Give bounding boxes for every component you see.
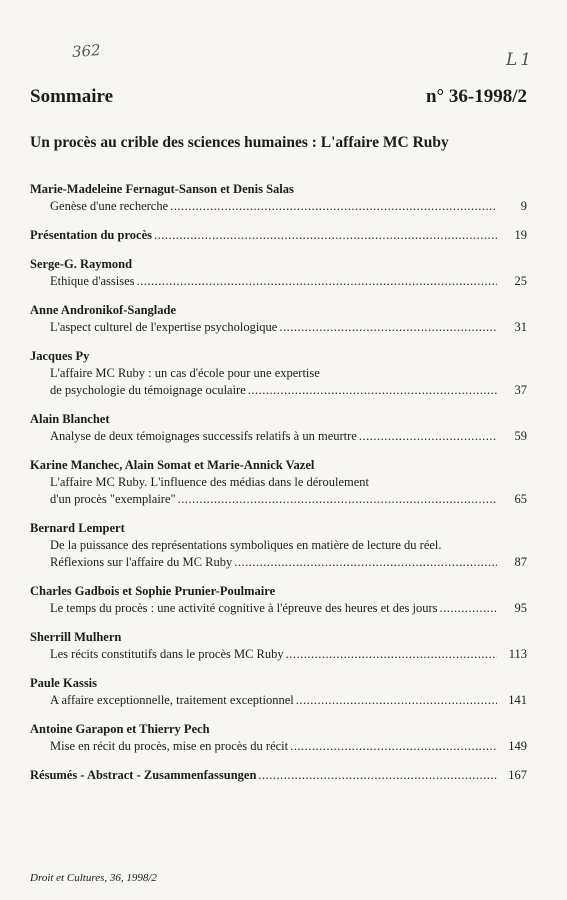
dot-leader — [440, 600, 497, 617]
toc-page-number: 141 — [508, 693, 527, 707]
toc-author: Charles Gadbois et Sophie Prunier-Poulmaire — [30, 584, 276, 598]
toc-entry — [30, 675, 527, 709]
toc-article-title: Analyse de deux témoignages successifs relatifs à un meurtre — [50, 429, 357, 443]
toc-author: Bernard Lempert — [30, 521, 125, 535]
toc-entry — [30, 256, 527, 290]
toc-article-title: Mise en récit du procès, mise en procès du récit — [50, 739, 289, 753]
toc-article-title: L'affaire MC Ruby : un cas d'école pour une expertise — [50, 366, 320, 380]
issue-theme: Un procès au crible des sciences humaines : L'affaire MC Ruby — [30, 134, 449, 151]
toc-article-line — [30, 273, 527, 290]
toc-entry — [30, 227, 527, 244]
toc-article-title: de psychologie du témoignage oculaire — [50, 383, 246, 397]
toc-section-title: Résumés - Abstract - Zusammenfassungen — [30, 768, 257, 782]
dot-leader — [258, 767, 497, 784]
page-header — [30, 86, 527, 108]
toc-entry — [30, 302, 527, 336]
toc-article-title: d'un procès "exemplaire" — [50, 492, 176, 506]
toc-author: Paule Kassis — [30, 676, 98, 690]
issue-number: n° 36-1998/2 — [425, 86, 527, 107]
toc-page-number: 25 — [514, 274, 527, 288]
page-footer: Droit et Cultures, 36, 1998/2 — [30, 872, 157, 884]
dot-leader — [137, 273, 497, 290]
toc-article-line — [30, 692, 527, 709]
toc-article-line — [30, 491, 527, 508]
toc-section-line — [30, 767, 527, 784]
toc-article-title: L'aspect culturel de l'expertise psychologique — [50, 320, 278, 334]
toc-article-line — [30, 646, 527, 663]
toc-article-line — [30, 600, 527, 617]
toc-author: Serge-G. Raymond — [30, 257, 133, 271]
toc-page-number: 167 — [508, 768, 527, 782]
page-title: Sommaire — [30, 86, 114, 107]
dot-leader — [170, 198, 497, 215]
toc-article-title: Ethique d'assises — [50, 274, 135, 288]
toc-entry — [30, 348, 527, 399]
toc-author: Antoine Garapon et Thierry Pech — [30, 722, 210, 736]
dot-leader — [286, 646, 497, 663]
toc-page-number: 31 — [514, 320, 527, 334]
handwritten-note-right: L1 — [506, 50, 535, 70]
toc-article-title: De la puissance des représentations symboliques en matière de lecture du réel. — [50, 538, 442, 552]
toc-page-number: 59 — [514, 429, 527, 443]
toc-article-title: Les récits constitutifs dans le procès MC Ruby — [50, 647, 284, 661]
dot-leader — [279, 319, 497, 336]
toc-page-number: 9 — [520, 199, 527, 213]
toc-entry — [30, 583, 527, 617]
toc-entry — [30, 520, 527, 571]
toc-section-title: Présentation du procès — [30, 228, 152, 242]
toc-section-line — [30, 227, 527, 244]
toc-article-line — [30, 738, 527, 755]
toc-entry — [30, 721, 527, 755]
toc-author: Sherrill Mulhern — [30, 630, 122, 644]
toc-page-number: 65 — [514, 492, 527, 506]
toc-page-number: 113 — [508, 647, 527, 661]
toc-author: Anne Andronikof-Sanglade — [30, 303, 176, 317]
toc-article-title: Réflexions sur l'affaire du MC Ruby — [50, 555, 233, 569]
table-of-contents — [30, 181, 527, 796]
dot-leader — [234, 554, 497, 571]
toc-entry — [30, 411, 527, 445]
dot-leader — [154, 227, 497, 244]
toc-entry — [30, 181, 527, 215]
toc-author: Karine Manchec, Alain Somat et Marie-Annick Vazel — [30, 458, 315, 472]
toc-article-title: L'affaire MC Ruby. L'influence des médias dans le déroulement — [50, 475, 369, 489]
dot-leader — [296, 692, 497, 709]
dot-leader — [290, 738, 497, 755]
toc-article-title: Genèse d'une recherche — [50, 199, 169, 213]
toc-article-title: A affaire exceptionnelle, traitement exceptionnel — [50, 693, 294, 707]
toc-page-number: 95 — [514, 601, 527, 615]
dot-leader — [178, 491, 497, 508]
toc-entry — [30, 767, 527, 784]
toc-page-number: 87 — [514, 555, 527, 569]
handwritten-note-left: 362 — [71, 41, 102, 61]
toc-article-title: Le temps du procès : une activité cognitive à l'épreuve des heures et des jours — [50, 601, 438, 615]
toc-article-line — [30, 198, 527, 215]
toc-entry — [30, 629, 527, 663]
toc-article-line — [30, 428, 527, 445]
toc-article-line — [30, 554, 527, 571]
toc-entry — [30, 457, 527, 508]
toc-page-number: 19 — [514, 228, 527, 242]
toc-author: Alain Blanchet — [30, 412, 110, 426]
dot-leader — [248, 382, 497, 399]
toc-article-line — [30, 319, 527, 336]
toc-author: Jacques Py — [30, 349, 90, 363]
toc-page-number: 149 — [508, 739, 527, 753]
toc-article-line — [30, 382, 527, 399]
toc-page-number: 37 — [514, 383, 527, 397]
dot-leader — [359, 428, 497, 445]
toc-author: Marie-Madeleine Fernagut-Sanson et Denis Salas — [30, 182, 294, 196]
